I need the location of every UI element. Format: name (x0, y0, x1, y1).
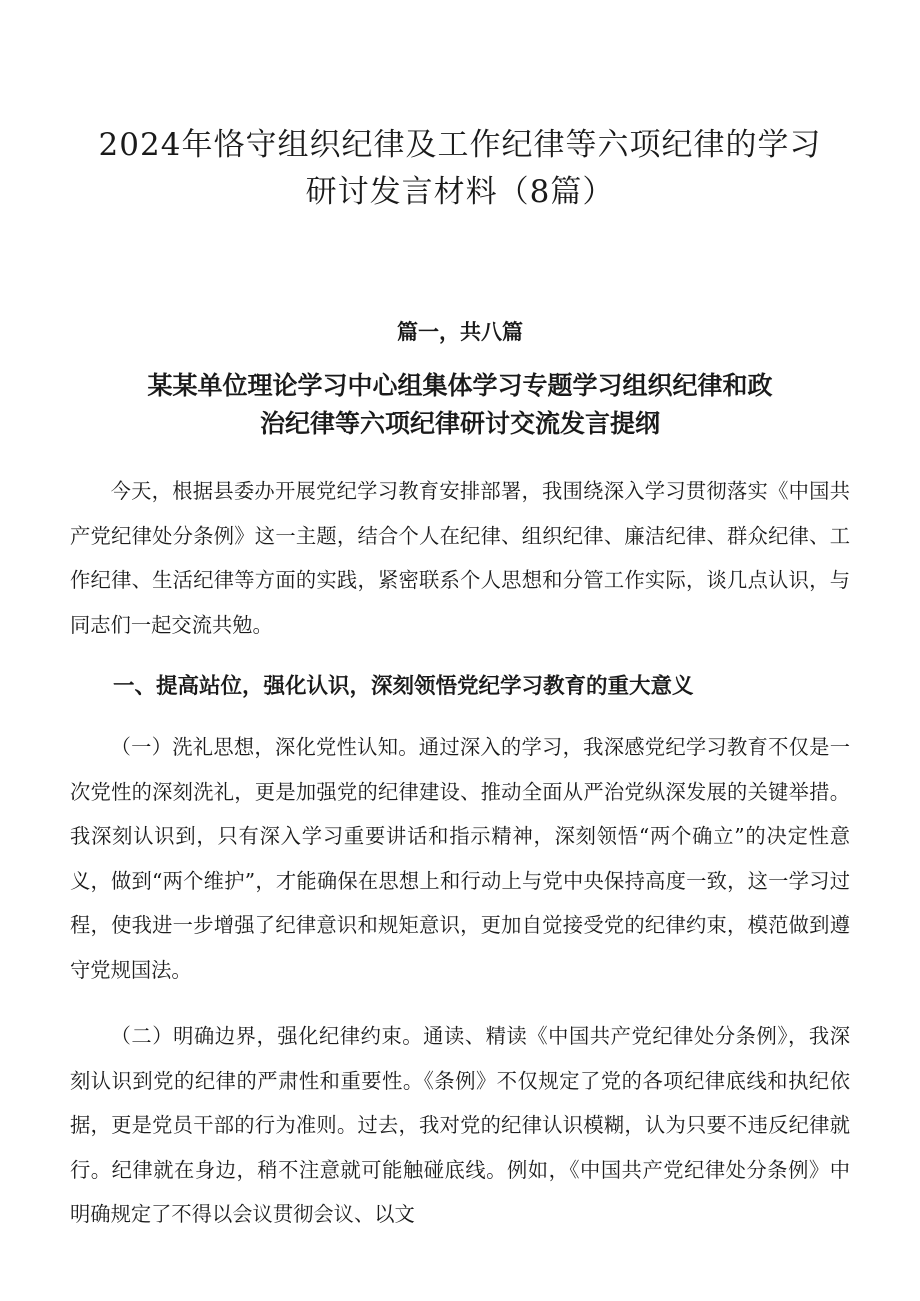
article-subtitle-line-1: 某某单位理论学习中心组集体学习专题学习组织纪律和政 (147, 371, 773, 400)
document-title-line-2: 研讨发言材料（8篇） (305, 174, 615, 210)
body-paragraph-2: （二）明确边界，强化纪律约束。通读、精读《中国共产党纪律处分条例》，我深刻认识到党的纪律的严肃性和重要性。《条例》不仅规定了党的各项纪律底线和执纪依据，更是党员干部的行为准则。过去，我对党的纪律认识模糊，认为只要不违反纪律就行。纪律就在身边，稍不注意就可能触碰底线。例如，《中国共产党纪律处分条例》中明确规定了不得以会议贯彻会议、以文 (70, 1024, 850, 1226)
intro-paragraph: 今天，根据县委办开展党纪学习教育安排部署，我围绕深入学习贯彻落实《中国共产党纪律处分条例》这一主题，结合个人在纪律、组织纪律、廉洁纪律、群众纪律、工作纪律、生活纪律等方面的实践，紧密联系个人思想和分管工作实际，谈几点认识，与同志们一起交流共勉。 (70, 479, 850, 637)
section-heading-1: 一、提高站位，强化认识，深刻领悟党纪学习教育的重大意义 (113, 674, 694, 699)
document-title-line-1: 2024年恪守组织纪律及工作纪律等六项纪律的学习 (98, 127, 822, 163)
document-title (70, 122, 850, 216)
body-paragraph-1: （一）洗礼思想，深化党性认知。通过深入的学习，我深感党纪学习教育不仅是一次党性的深刻洗礼，更是加强党的纪律建设、推动全面从严治党纵深发展的关键举措。我深刻认识到，只有深入学习重要讲话和指示精神，深刻领悟“两个确立”的决定性意义，做到“两个维护”，才能确保在思想上和行动上与党中央保持高度一致，这一学习过程，使我进一步增强了纪律意识和规矩意识，更加自觉接受党的纪律约束，模范做到遵守党规国法。 (70, 735, 850, 982)
article-subtitle-line-2: 治纪律等六项纪律研讨交流发言提纲 (259, 409, 660, 438)
part-label: 篇一，共八篇 (397, 320, 523, 344)
article-subtitle (70, 367, 850, 443)
